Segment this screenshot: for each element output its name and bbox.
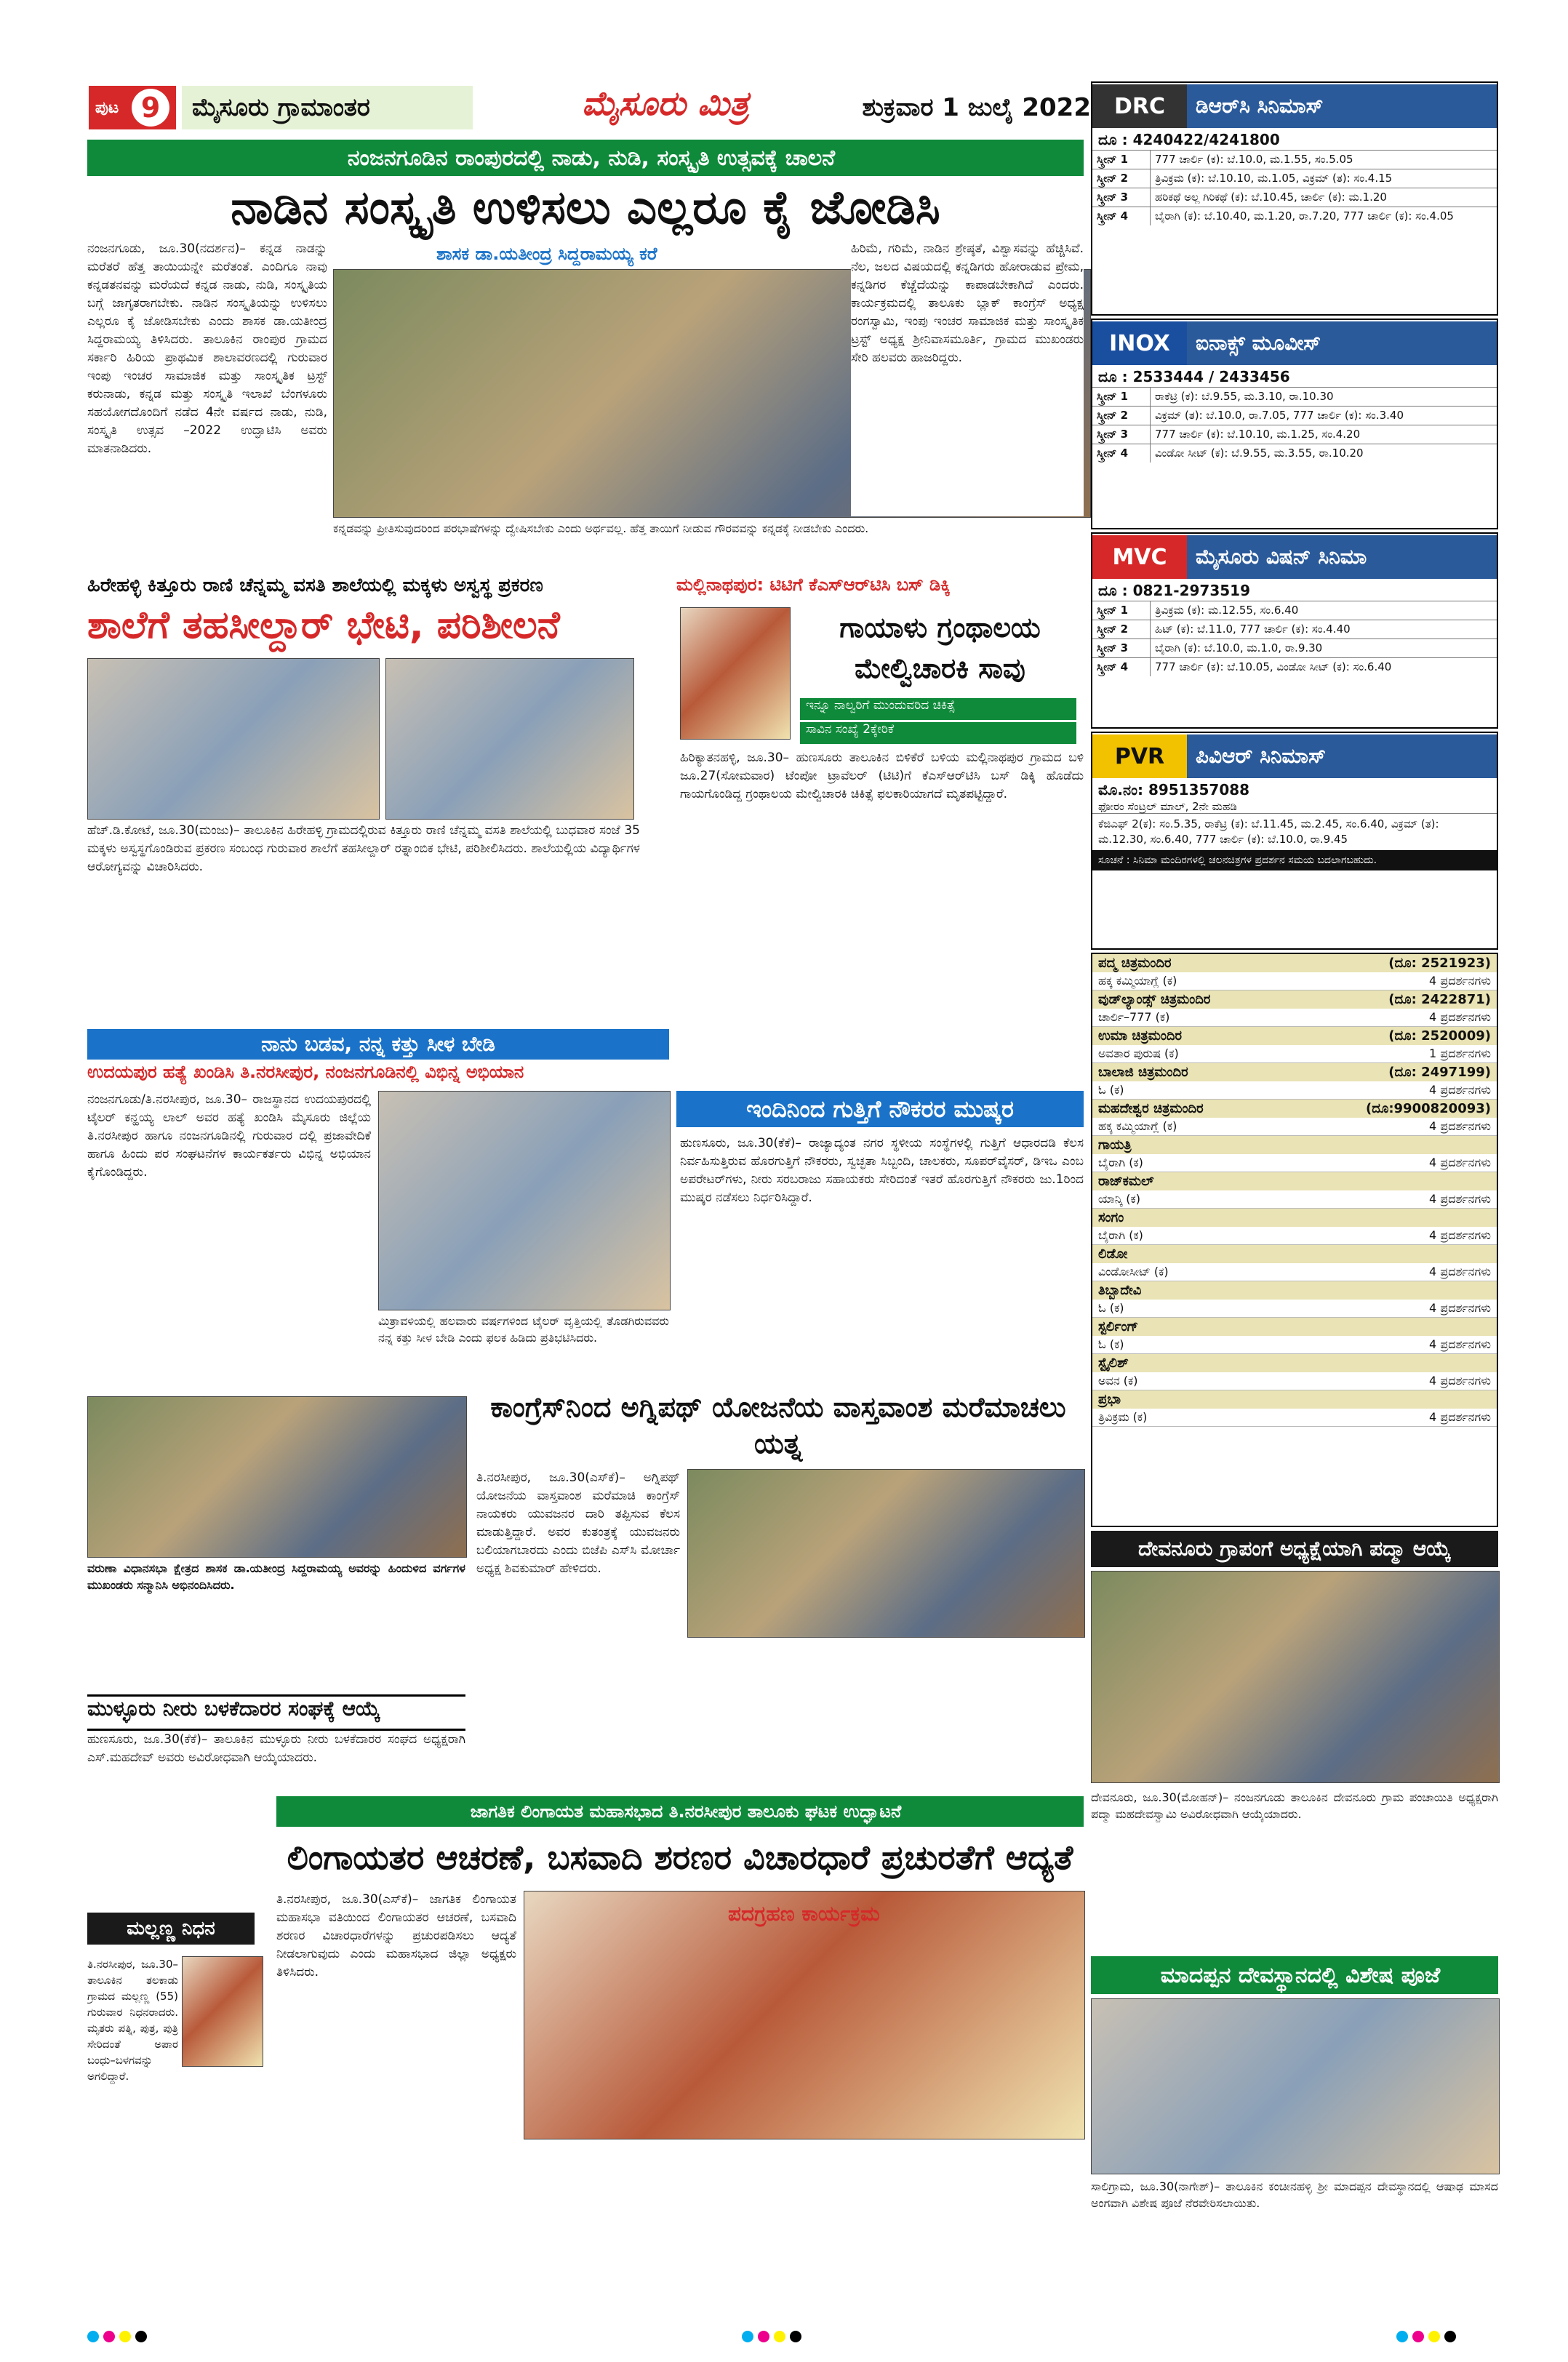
story4-photo [378, 1091, 671, 1310]
obit-headline: ಮಲ್ಲಣ್ಣ ನಿಧನ [87, 1913, 255, 1945]
show-count: 4 ಪ್ರದರ್ಶನಗಳು [1429, 1374, 1491, 1388]
story6-body: ತಿ.ನರಸೀಪುರ, ಜೂ.30(ಎಸ್‌ಕೆ)– ಅಗ್ನಿಪಥ್ ಯೋಜನೆಯ ವಾಸ್ತವಾಂಶ ಮರೆಮಾಚಿ ಕಾಂಗ್ರೆಸ್ ನಾಯಕರು ಯುವಜನರ ದಾರಿ ತಪ್ಪಿಸುವ ಕೆಲಸ ಮಾಡುತ್ತಿದ್ದಾರೆ. ಅವರ ಕುತಂತ್ರಕ್ಕೆ ಯುವಜನರು ಬಲಿಯಾಗಬಾರದು ಎಂದು ಬಿಜೆಪಿ ಎಸ್‌ಸಿ ಮೋರ್ಚಾ ಅಧ್ಯಕ್ಷ ಶಿವಕುಮಾರ್ ಹೇಳಿದರು. [476, 1470, 680, 1576]
story2-photo-1 [87, 658, 380, 820]
inox-logo: INOX [1092, 321, 1187, 365]
drc-screen-list [1092, 150, 1497, 225]
pvr-cinema-box [1091, 732, 1498, 950]
hall-film-row [1092, 972, 1497, 990]
film-title: ಬೈರಾಗಿ (ಕ) [1098, 1156, 1143, 1169]
hall-film-row [1092, 1154, 1497, 1172]
show-count: 4 ಪ್ರದರ್ಶನಗಳು [1429, 1228, 1491, 1242]
mvc-phone: ದೂ : 0821-2973519 [1098, 582, 1250, 599]
story7-body: ಹುಣಸೂರು, ಜೂ.30(ಕೆಕೆ)– ತಾಲೂಕಿನ ಮುಳ್ಳೂರು ನೀರು ಬಳಕೆದಾರರ ಸಂಘದ ಅಧ್ಯಕ್ಷರಾಗಿ ಎಸ್.ಮಹದೇವ್ ಅವರು ಅವಿರೋಧವಾಗಿ ಆಯ್ಕೆಯಾದರು. [87, 1732, 465, 1765]
screen-label: ಸ್ಕ್ರೀನ್ 2 [1092, 407, 1151, 425]
hall-film-row [1092, 1081, 1497, 1100]
screen-label: ಸ್ಕ್ರೀನ್ 1 [1092, 601, 1151, 620]
story10-body: ಸಾಲಿಗ್ರಾಮ, ಜೂ.30(ನಾಗೇಶ್)– ತಾಲೂಕಿನ ಕಂಚೀನಹಳ್ಳಿ ಶ್ರೀ ಮಾದಪ್ಪನ ದೇವಸ್ಥಾನದಲ್ಲಿ ಆಷಾಢ ಮಾಸದ ಅಂಗವಾಗಿ ವಿಶೇಷ ಪೂಜೆ ನೆರವೇರಿಸಲಾಯಿತು. [1091, 2179, 1498, 2210]
mvc-name: ಮೈಸೂರು ವಿಷನ್ ಸಿನಿಮಾ [1187, 535, 1497, 579]
color-registration-marks-left [87, 2331, 151, 2345]
page-number: 9 [132, 89, 169, 127]
screen-listing: ಬೈರಾಗಿ (ಕ): ಬೆ.10.0, ಮ.1.0, ರಾ.9.30 [1155, 641, 1323, 654]
hall-film-row [1092, 1372, 1497, 1390]
pvr-logo: PVR [1092, 734, 1187, 778]
story8-banner: ಪದಗ್ರಹಣ ಕಾರ್ಯಕ್ರಮ [728, 1902, 880, 1926]
show-count: 1 ಪ್ರದರ್ಶನಗಳು [1429, 1046, 1491, 1060]
hall-header [1092, 1172, 1497, 1190]
hall-film-row [1092, 1190, 1497, 1209]
screen-label: ಸ್ಕ್ರೀನ್ 2 [1092, 169, 1151, 188]
show-count: 4 ಪ್ರದರ್ಶನಗಳು [1429, 1301, 1491, 1315]
inox-cinema-box [1091, 319, 1498, 529]
hall-film-row [1092, 1118, 1497, 1136]
hall-phone: (ದೂ: 2422871) [1388, 992, 1491, 1007]
film-title: ಯಾನ್ಕಿ (ಕ) [1098, 1192, 1140, 1206]
pvr-phone: ಮೊ.ನಂ: 8951357088 [1098, 781, 1250, 798]
story3-bullet-1: ಇನ್ನೂ ನಾಲ್ವರಿಗೆ ಮುಂದುವರಿದ ಚಿಕಿತ್ಸೆ [800, 698, 1076, 720]
story6-headline: ಕಾಂಗ್ರೆಸ್‌ನಿಂದ ಅಗ್ನಿಪಥ್ ಯೋಜನೆಯ ವಾಸ್ತವಾಂಶ ಮರೆಮಾಚಲು ಯತ್ನ [490, 1391, 1066, 1460]
film-title: ಚಾರ್ಲಿ–777 (ಕ) [1098, 1010, 1170, 1024]
section-title: ಮೈಸೂರು ಗ್ರಾಮಾಂತರ [182, 86, 473, 129]
hall-header [1092, 1063, 1497, 1081]
hall-name: ಗಾಯತ್ರಿ [1098, 1137, 1132, 1153]
screen-label: ಸ್ಕ್ರೀನ್ 3 [1092, 188, 1151, 207]
hall-phone: (ದೂ: 2521923) [1388, 956, 1491, 971]
show-count: 4 ಪ್ರದರ್ಶನಗಳು [1429, 1265, 1491, 1278]
page-label: ಪುಟ [95, 98, 119, 117]
film-title: ವಿಂಡೋಸೀಟ್ (ಕ) [1098, 1265, 1169, 1278]
screen-listing: ವಿಕ್ರಮ್ (ತ): ಬೆ.10.0, ರಾ.7.05, 777 ಚಾರ್ಲಿ (ಕ): ಸಂ.3.40 [1155, 409, 1404, 422]
screen-listing: 777 ಚಾರ್ಲಿ (ಕ): ಬೆ.10.0, ಮ.1.55, ಸಂ.5.05 [1155, 153, 1353, 166]
story10-headline: ಮಾದಪ್ಪನ ದೇವಸ್ಥಾನದಲ್ಲಿ ವಿಶೇಷ ಪೂಜೆ [1091, 1956, 1498, 1994]
hall-film-row [1092, 1263, 1497, 1281]
hall-header [1092, 990, 1497, 1009]
story3-headline: ಗಾಯಾಳು ಗ್ರಂಥಾಲಯ ಮೇಲ್ವಿಚಾರಕಿ ಸಾವು [839, 612, 1041, 684]
hall-header [1092, 1318, 1497, 1336]
screen-listing: ಹಿಟ್ (ಕ): ಬೆ.11.0, 777 ಚಾರ್ಲಿ (ಕ): ಸಂ.4.40 [1155, 622, 1351, 636]
screen-listing: ತ್ರಿವಿಕ್ರಮ (ಕ): ಮ.12.55, ಸಂ.6.40 [1155, 604, 1299, 617]
lead-kicker: ನಂಜನಗೂಡಿನ ರಾಂಪುರದಲ್ಲಿ ನಾಡು, ನುಡಿ, ಸಂಸ್ಕೃತಿ ಉತ್ಸವಕ್ಕೆ ಚಾಲನೆ [87, 140, 1084, 176]
color-registration-marks-right [1396, 2331, 1460, 2345]
show-count: 4 ಪ್ರದರ್ಶನಗಳು [1429, 1156, 1491, 1169]
screen-label: ಸ್ಕ್ರೀನ್ 1 [1092, 151, 1151, 169]
story4-caption: ಮಿತ್ರಾವಳಿಯಲ್ಲಿ ಹಲವಾರು ವರ್ಷಗಳಿಂದ ಟೈಲರ್ ವೃತ್ತಿಯಲ್ಲಿ ತೊಡಗಿರುವವರು ನನ್ನ ಕತ್ತು ಸೀಳ ಬೇಡಿ ಎಂದು ಫಲಕ ಹಿಡಿದು ಪ್ರತಿಭಟಿಸಿದರು. [378, 1314, 669, 1345]
screen-listing: 777 ಚಾರ್ಲಿ (ಕ): ಬೆ.10.05, ವಿಂಡೋ ಸೀಟ್ (ಕ): ಸಂ.6.40 [1155, 660, 1392, 673]
mvc-logo: MVC [1092, 535, 1187, 579]
pvr-name: ಪಿವಿಆರ್ ಸಿನಿಮಾಸ್ [1187, 734, 1497, 778]
show-count: 4 ಪ್ರದರ್ಶನಗಳು [1429, 1083, 1491, 1097]
lead-body-right: ಹಿರಿಮೆ, ಗರಿಮೆ, ನಾಡಿನ ಶ್ರೇಷ್ಠತೆ, ವಿಶ್ವಾಸವನ್ನು ಹೆಚ್ಚಿಸಿವೆ. ನೆಲ, ಜಲದ ವಿಷಯದಲ್ಲಿ ಕನ್ನಡಿಗರು ಹೋರಾಡುವ ಪ್ರೇಮ, ಕನ್ನಡಿಗರ ಕೆಚ್ಚೆದೆಯನ್ನು ಕಾಪಾಡಬೇಕಾಗಿದೆ ಎಂದರು. ಕಾರ್ಯಕ್ರಮದಲ್ಲಿ ತಾಲೂಕು ಬ್ಲಾಕ್ ಕಾಂಗ್ರೆಸ್ ಅಧ್ಯಕ್ಷ ರಂಗಸ್ವಾಮಿ, ಇಂಪು ಇಂಚರ ಸಾಮಾಜಿಕ ಮತ್ತು ಸಾಂಸ್ಕೃತಿಕ ಟ್ರಸ್ಟ್ ಅಧ್ಯಕ್ಷ ಶ್ರೀನಿವಾಸಮೂರ್ತಿ, ಗ್ರಾಮದ ಮುಖಂಡರು ಸೇರಿ ಹಲವರು ಹಾಜರಿದ್ದರು. [851, 240, 1084, 516]
story10-photo [1091, 1998, 1500, 2174]
hall-name: ಸಂಗಂ [1098, 1210, 1124, 1225]
lead-body-left: ನಂಜನಗೂಡು, ಜೂ.30(ನದರ್ಶನ)– ಕನ್ನಡ ನಾಡನ್ನು ಮರೆತರೆ ಹೆತ್ತ ತಾಯಿಯನ್ನೇ ಮರೆತಂತೆ. ಎಂದಿಗೂ ನಾವು ಕನ್ನಡತನವನ್ನು ಮರೆಯದೆ ಕನ್ನಡ ನಾಡು, ನುಡಿ, ಸಂಸ್ಕೃತಿಯ ಬಗ್ಗೆ ಜಾಗೃತರಾಗಬೇಕು. ನಾಡಿನ ಸಂಸ್ಕೃತಿಯನ್ನು ಉಳಿಸಲು ಎಲ್ಲರೂ ಕೈ ಜೋಡಿಸಬೇಕು ಎಂದು ಶಾಸಕ ಡಾ.ಯತೀಂದ್ರ ಸಿದ್ದರಾಮಯ್ಯ ತಿಳಿಸಿದರು. ತಾಲೂಕಿನ ರಾಂಪುರ ಗ್ರಾಮದ ಸರ್ಕಾರಿ ಹಿರಿಯ ಪ್ರಾಥಮಿಕ ಶಾಲಾವರಣದಲ್ಲಿ ಗುರುವಾರ ಇಂಪು ಇಂಚರ ಸಾಮಾಜಿಕ ಮತ್ತು ಸಾಂಸ್ಕೃತಿಕ ಟ್ರಸ್ಟ್ ಕರುನಾಡು, ಕನ್ನಡ ಮತ್ತು ಸಂಸ್ಕೃತಿ ಇಲಾಖೆ ಬೆಂಗಳೂರು ಸಹಯೋಗದೊಂದಿಗೆ ನಡೆದ 4ನೇ ವರ್ಷದ ನಾಡು, ನುಡಿ, ಸಂಸ್ಕೃತಿ ಉತ್ಸವ –2022 ಉದ್ಘಾಟಿಸಿ ಅವರು ಮಾತನಾಡಿದರು. [87, 241, 327, 456]
hall-name: ಮಹದೇಶ್ವರ ಚಿತ್ರಮಂದಿರ [1098, 1101, 1204, 1116]
story9-photo [1091, 1571, 1500, 1783]
hall-header [1092, 1281, 1497, 1300]
show-count: 4 ಪ್ರದರ್ಶನಗಳು [1429, 1337, 1491, 1351]
mvc-cinema-box [1091, 532, 1498, 729]
film-title: ಓ (ಕ) [1098, 1083, 1124, 1097]
hall-header [1092, 1209, 1497, 1227]
hall-film-row [1092, 1336, 1497, 1354]
story3-kicker: ಮಲ್ಲಿನಾಥಪುರ: ಟಿಟಿಗೆ ಕೆಎಸ್‌ಆರ್‌ಟಿಸಿ ಬಸ್ ಡಿಕ್ಕಿ [676, 575, 951, 595]
story3-portrait [680, 607, 791, 740]
hall-film-row [1092, 1300, 1497, 1318]
film-title: ಬೈರಾಗಿ (ಕ) [1098, 1228, 1143, 1242]
obit-body: ತಿ.ನರಸೀಪುರ, ಜೂ.30– ತಾಲೂಕಿನ ತಲಕಾಡು ಗ್ರಾಮದ ಮಲ್ಲಣ್ಣ (55) ಗುರುವಾರ ನಿಧನರಾದರು. ಮೃತರು ಪತ್ನಿ, ಪುತ್ರ, ಪುತ್ರಿ ಸೇರಿದಂತೆ ಅಪಾರ ಬಂಧು–ಬಳಗವನ್ನು ಅಗಲಿದ್ದಾರೆ. [87, 1958, 178, 2083]
hall-name: ಸ್ಟರ್ಲಿಂಗ್ [1098, 1319, 1139, 1334]
hall-film-row [1092, 1227, 1497, 1245]
story4-kicker: ನಾನು ಬಡವ, ನನ್ನ ಕತ್ತು ಸೀಳ ಬೇಡಿ [87, 1029, 669, 1060]
film-title: ಅವತಾರ ಪುರುಷ (ಕ) [1098, 1046, 1179, 1060]
story6-photo-1 [87, 1396, 467, 1558]
story3-bullet-2: ಸಾವಿನ ಸಂಖ್ಯೆ 2ಕ್ಕೇರಿಕೆ [800, 722, 1076, 744]
hall-header [1092, 1245, 1497, 1263]
hall-header [1092, 1100, 1497, 1118]
hall-header [1092, 954, 1497, 972]
hall-name: ಪ್ರಭಾ [1098, 1392, 1121, 1407]
lead-headline: ನಾಡಿನ ಸಂಸ್ಕೃತಿ ಉಳಿಸಲು ಎಲ್ಲರೂ ಕೈ ಜೋಡಿಸಿ [231, 181, 940, 235]
story9-body: ದೇವನೂರು, ಜೂ.30(ಮೋಹನ್)– ನಂಜನಗೂಡು ತಾಲೂಕಿನ ದೇವನೂರು ಗ್ರಾಮ ಪಂಚಾಯಿತಿ ಅಧ್ಯಕ್ಷರಾಗಿ ಪದ್ಮಾ ಮಹದೇವಸ್ವಾಮಿ ಅವಿರೋಧವಾಗಿ ಆಯ್ಕೆಯಾದರು. [1091, 1790, 1498, 1821]
drc-logo: DRC [1092, 84, 1187, 128]
story4-body: ನಂಜನಗೂಡು/ತಿ.ನರಸೀಪುರ, ಜೂ.30– ರಾಜಸ್ಥಾನದ ಉದಯಪುರದಲ್ಲಿ ಟೈಲರ್ ಕನ್ಹಯ್ಯ ಲಾಲ್ ಅವರ ಹತ್ಯೆ ಖಂಡಿಸಿ ಮೈಸೂರು ಜಿಲ್ಲೆಯ ತಿ.ನರಸೀಪುರ ಹಾಗೂ ನಂಜನಗೂಡಿನಲ್ಲಿ ಗುರುವಾರ ದಲ್ಲಿ ಪ್ರಜಾವೇದಿಕೆ ಹಾಗೂ ಹಿಂದು ಪರ ಸಂಘಟನೆಗಳ ಕಾರ್ಯಕರ್ತರು ವಿಭಿನ್ನ ಅಭಿಯಾನ ಕೈಗೊಂಡಿದ್ದರು. [87, 1092, 371, 1180]
screen-label: ಸ್ಕ್ರೀನ್ 2 [1092, 620, 1151, 638]
story2-kicker: ಹಿರೇಹಳ್ಳಿ ಕಿತ್ತೂರು ರಾಣಿ ಚೆನ್ನಮ್ಮ ವಸತಿ ಶಾಲೆಯಲ್ಲಿ ಮಕ್ಕಳು ಅಸ್ವಸ್ಥ ಪ್ರಕರಣ [87, 575, 543, 596]
hall-name: ಬಾಲಾಜಿ ಚಿತ್ರಮಂದಿರ [1098, 1065, 1188, 1080]
screen-label: ಸ್ಕ್ರೀನ್ 4 [1092, 658, 1151, 676]
lead-subhead: ಶಾಸಕ ಡಾ.ಯತೀಂದ್ರ ಸಿದ್ದರಾಮಯ್ಯ ಕರೆ [436, 244, 657, 264]
screen-listing: ರಾಕೆಟ್ರಿ (ಕ): ಬೆ.9.55, ಮ.3.10, ರಾ.10.30 [1155, 390, 1334, 403]
story4-sub: ಉದಯಪುರ ಹತ್ಯೆ ಖಂಡಿಸಿ ತಿ.ನರಸೀಪುರ, ನಂಜನಗೂಡಿನಲ್ಲಿ ವಿಭಿನ್ನ ಅಭಿಯಾನ [87, 1062, 524, 1082]
hall-name: ಲಿಡೋ [1098, 1246, 1128, 1262]
hall-phone: (ದೂ: 2497199) [1388, 1065, 1491, 1080]
masthead-logo: ಮೈಸೂರು ಮಿತ್ರ [582, 84, 749, 123]
screen-label: ಸ್ಕ್ರೀನ್ 3 [1092, 425, 1151, 444]
story8-photo [524, 1891, 1085, 2139]
show-count: 4 ಪ್ರದರ್ಶನಗಳು [1429, 1010, 1491, 1024]
hall-name: ರಾಜ್‌ಕಮಲ್ [1098, 1174, 1154, 1189]
inox-name: ಐನಾಕ್ಸ್ ಮೂವೀಸ್ [1187, 321, 1497, 365]
color-registration-marks-center [742, 2331, 806, 2345]
show-count: 4 ಪ್ರದರ್ಶನಗಳು [1429, 1410, 1491, 1424]
pvr-note: ಸೂಚನೆ : ಸಿನಿಮಾ ಮಂದಿರಗಳಲ್ಲಿ ಚಲನಚಿತ್ರಗಳ ಪ್ರದರ್ಶನ ಸಮಯ ಬದಲಾಗಬಹುದು. [1092, 850, 1497, 870]
lead-caption: ಕನ್ನಡವನ್ನು ಪ್ರೀತಿಸುವುದರಿಂದ ಪರಭಾಷೆಗಳನ್ನು ದ್ವೇಷಿಸಬೇಕು ಎಂದು ಅರ್ಥವಲ್ಲ. ಹೆತ್ತ ತಾಯಿಗೆ ನೀಡುವ ಗೌರವವನ್ನು ಕನ್ನಡಕ್ಕೆ ನೀಡಬೇಕು ಎಂದರು. [333, 521, 869, 535]
hall-header [1092, 1390, 1497, 1409]
hall-header [1092, 1136, 1497, 1154]
hall-name: ವುಡ್‌ಲ್ಯಾಂಡ್ಸ್ ಚಿತ್ರಮಂದಿರ [1098, 992, 1211, 1007]
story8-body: ತಿ.ನರಸೀಪುರ, ಜೂ.30(ಎಸ್‌ಕೆ)– ಜಾಗತಿಕ ಲಿಂಗಾಯತ ಮಹಾಸಭಾ ವತಿಯಿಂದ ಲಿಂಗಾಯತರ ಆಚರಣೆ, ಬಸವಾದಿ ಶರಣರ ವಿಚಾರಧಾರೆಗಳನ್ನು ಪ್ರಚುರಪಡಿಸಲು ಆದ್ಯತೆ ನೀಡಲಾಗುವುದು ಎಂದು ಮಹಾಸಭಾದ ಜಿಲ್ಲಾ ಅಧ್ಯಕ್ಷರು ತಿಳಿಸಿದರು. [276, 1892, 516, 1979]
story8-kicker: ಜಾಗತಿಕ ಲಿಂಗಾಯತ ಮಹಾಸಭಾದ ತಿ.ನರಸೀಪುರ ತಾಲೂಕು ಘಟಕ ಉದ್ಘಾಟನೆ [276, 1796, 1084, 1827]
hall-header [1092, 1354, 1497, 1372]
drc-cinema-box [1091, 81, 1498, 316]
story9-headline: ದೇವನೂರು ಗ್ರಾಪಂಗೆ ಅಧ್ಯಕ್ಷೆಯಾಗಿ ಪದ್ಮಾ ಆಯ್ಕೆ [1091, 1531, 1498, 1567]
hall-name: ಉಮಾ ಚಿತ್ರಮಂದಿರ [1098, 1028, 1183, 1044]
obit-portrait [182, 1956, 263, 2067]
story6-photo-2 [687, 1469, 1085, 1638]
page-number-box [89, 86, 176, 129]
story2-headline: ಶಾಲೆಗೆ ತಹಸೀಲ್ದಾರ್ ಭೇಟಿ, ಪರಿಶೀಲನೆ [87, 604, 560, 647]
film-title: ತ್ರಿವಿಕ್ರಮ (ಕ) [1098, 1410, 1148, 1424]
hall-film-row [1092, 1045, 1497, 1063]
hall-phone: (ದೂ: 2520009) [1388, 1028, 1491, 1044]
screen-label: ಸ್ಕ್ರೀನ್ 4 [1092, 207, 1151, 225]
story8-headline: ಲಿಂಗಾಯತರ ಆಚರಣೆ, ಬಸವಾದಿ ಶರಣರ ವಿಚಾರಧಾರೆ ಪ್ರಚುರತೆಗೆ ಆದ್ಯತೆ [287, 1838, 1073, 1877]
story6-caption: ವರುಣಾ ವಿಧಾನಸಭಾ ಕ್ಷೇತ್ರದ ಶಾಸಕ ಡಾ.ಯತೀಂದ್ರ ಸಿದ್ದರಾಮಯ್ಯ ಅವರನ್ನು ಹಿಂದುಳಿದ ವರ್ಗಗಳ ಮುಖಂಡರು ಸನ್ಮಾನಿಸಿ ಅಭಿನಂದಿಸಿದರು. [87, 1561, 465, 1592]
show-count: 4 ಪ್ರದರ್ಶನಗಳು [1429, 974, 1491, 988]
screen-label: ಸ್ಕ್ರೀನ್ 4 [1092, 444, 1151, 463]
pvr-listing: ಕೆಜಿಎಫ್ 2(ಕ): ಸಂ.5.35, ರಾಕೆಟ್ರಿ (ಕ): ಬೆ.11.45, ಮ.2.45, ಸಂ.6.40, ವಿಕ್ರಮ್ (ತ): ಮ.12.30, ಸಂ.6.40, 777 ಚಾರ್ಲಿ (ಕ): ಬೆ.10.0, ರಾ.9.45 [1092, 813, 1497, 850]
inox-phone: ದೂ : 2533444 / 2433456 [1098, 368, 1290, 385]
story2-photo-2 [385, 658, 634, 820]
issue-date: ಶುಕ್ರವಾರ 1 ಜುಲೈ 2022 [862, 93, 1091, 122]
hall-name: ಸ್ಟೈಲಿಶ್ [1098, 1356, 1129, 1371]
story7-headline: ಮುಳ್ಳೂರು ನೀರು ಬಳಕೆದಾರರ ಸಂಘಕ್ಕೆ ಆಯ್ಕೆ [87, 1694, 465, 1731]
screen-listing: 777 ಚಾರ್ಲಿ (ಕ): ಬೆ.10.10, ಮ.1.25, ಸಂ.4.20 [1155, 428, 1361, 441]
story5-body: ಹುಣಸೂರು, ಜೂ.30(ಕೆಕೆ)– ರಾಜ್ಯಾದ್ಯಂತ ನಗರ ಸ್ಥಳೀಯ ಸಂಸ್ಥೆಗಳಲ್ಲಿ ಗುತ್ತಿಗೆ ಆಧಾರದಡಿ ಕೆಲಸ ನಿರ್ವಹಿಸುತ್ತಿರುವ ಹೊರಗುತ್ತಿಗೆ ನೌಕರರು, ಸ್ವಚ್ಛತಾ ಸಿಬ್ಬಂದಿ, ಚಾಲಕರು, ಸೂಪರ್‌ವೈಸರ್, ಡಿಇಒ ಎಂಬ ಅಪರೇಟರ್‌ಗಳು, ನೀರು ಸರಬರಾಜು ಸಹಾಯಕರು ಸೇರಿದಂತೆ ಇತರೆ ಹೊರಗುತ್ತಿಗೆ ನೌಕರರು ಜು.1ರಿಂದ ಮುಷ್ಕರ ನಡೆಸಲು ನಿರ್ಧರಿಸಿದ್ದಾರೆ. [680, 1136, 1084, 1205]
hall-header [1092, 1027, 1497, 1045]
film-title: ಹಕ್ಕ ಕಮ್ಮಿಯಾಗ್ಲೆ (ಕ) [1098, 1119, 1177, 1133]
hall-name: ಪದ್ಮ ಚಿತ್ರಮಂದಿರ [1098, 956, 1172, 971]
screen-listing: ತ್ರಿವಿಕ್ರಮ (ಕ): ಬೆ.10.10, ಮ.1.05, ವಿಕ್ರಮ್ (ತ): ಸಂ.4.15 [1155, 172, 1393, 185]
drc-phone: ದೂ : 4240422/4241800 [1098, 131, 1280, 148]
cinema-halls-list [1091, 953, 1498, 1527]
screen-label: ಸ್ಕ್ರೀನ್ 3 [1092, 639, 1151, 657]
film-title: ಅವನ (ಕ) [1098, 1374, 1138, 1388]
film-title: ಹಕ್ಕ ಕಮ್ಮಿಯಾಗ್ಲೆ (ಕ) [1098, 974, 1177, 988]
film-title: ಓ (ಕ) [1098, 1337, 1124, 1351]
pvr-address: ಫೋರಂ ಸೆಂಟ್ರಲ್ ಮಾಲ್, 2ನೇ ಮಹಡಿ [1098, 800, 1237, 813]
story3-body: ಹಿರಿಕ್ಯಾತನಹಳ್ಳಿ, ಜೂ.30– ಹುಣಸೂರು ತಾಲೂಕಿನ ಬಿಳಿಕೆರೆ ಬಳಿಯ ಮಲ್ಲಿನಾಥಪುರ ಗ್ರಾಮದ ಬಳಿ ಜೂ.27(ಸೋಮವಾರ) ಟೆಂಪೋ ಟ್ರಾವೆಲರ್ (ಟಿಟಿ)ಗೆ ಕೆಎಸ್‌ಆರ್‌ಟಿಸಿ ಬಸ್ ಡಿಕ್ಕಿ ಹೊಡೆದು ಗಾಯಗೊಂಡಿದ್ದ ಗ್ರಂಥಾಲಯ ಮೇಲ್ವಿಚಾರಕಿ ಚಿಕಿತ್ಸೆ ಫಲಕಾರಿಯಾಗದೆ ಮೃತಪಟ್ಟಿದ್ದಾರೆ. [680, 750, 1084, 801]
screen-label: ಸ್ಕ್ರೀನ್ 1 [1092, 388, 1151, 406]
hall-film-row [1092, 1009, 1497, 1027]
drc-name: ಡಿಆರ್‌ಸಿ ಸಿನಿಮಾಸ್ [1187, 84, 1497, 128]
screen-listing: ವಿಂಡೋ ಸೀಟ್ (ಕ): ಬೆ.9.55, ಮ.3.55, ರಾ.10.20 [1155, 447, 1364, 460]
story5-headline: ಇಂದಿನಿಂದ ಗುತ್ತಿಗೆ ನೌಕರರ ಮುಷ್ಕರ [676, 1091, 1084, 1127]
hall-name: ತಿಬ್ಬಾದೇವಿ [1098, 1283, 1142, 1298]
hall-phone: (ದೂ:9900820093) [1365, 1101, 1491, 1116]
story2-body: ಹೆಚ್.ಡಿ.ಕೋಟೆ, ಜೂ.30(ಮಂಜು)– ತಾಲೂಕಿನ ಹಿರೇಹಳ್ಳಿ ಗ್ರಾಮದಲ್ಲಿರುವ ಕಿತ್ತೂರು ರಾಣಿ ಚೆನ್ನಮ್ಮ ವಸತಿ ಶಾಲೆಯಲ್ಲಿ ಬುಧವಾರ ಸಂಜೆ 35 ಮಕ್ಕಳು ಅಸ್ವಸ್ಥಗೊಂಡಿರುವ ಪ್ರಕರಣ ಸಂಬಂಧ ಗುರುವಾರ ಶಾಲೆಗೆ ತಹಸೀಲ್ದಾರ್ ರತ್ನಾಂಬಿಕ ಭೇಟಿ, ಪರಿಶೀಲಿಸಿದರು. ಶಾಲೆಯಲ್ಲಿಯ ವಿದ್ಯಾರ್ಥಿಗಳ ಆರೋಗ್ಯವನ್ನು ವಿಚಾರಿಸಿದರು. [87, 823, 640, 874]
screen-listing: ಹರಿಕಥೆ ಅಲ್ಲ ಗಿರಿಕಥೆ (ಕ): ಬೆ.10.45, ಚಾರ್ಲಿ (ಕ): ಮ.1.20 [1155, 191, 1387, 204]
screen-listing: ಬೈರಾಗಿ (ಕ): ಬೆ.10.40, ಮ.1.20, ರಾ.7.20, 777 ಚಾರ್ಲಿ (ಕ): ಸಂ.4.05 [1155, 209, 1454, 223]
hall-film-row [1092, 1409, 1497, 1427]
film-title: ಓ (ಕ) [1098, 1301, 1124, 1315]
show-count: 4 ಪ್ರದರ್ಶನಗಳು [1429, 1192, 1491, 1206]
show-count: 4 ಪ್ರದರ್ಶನಗಳು [1429, 1119, 1491, 1133]
